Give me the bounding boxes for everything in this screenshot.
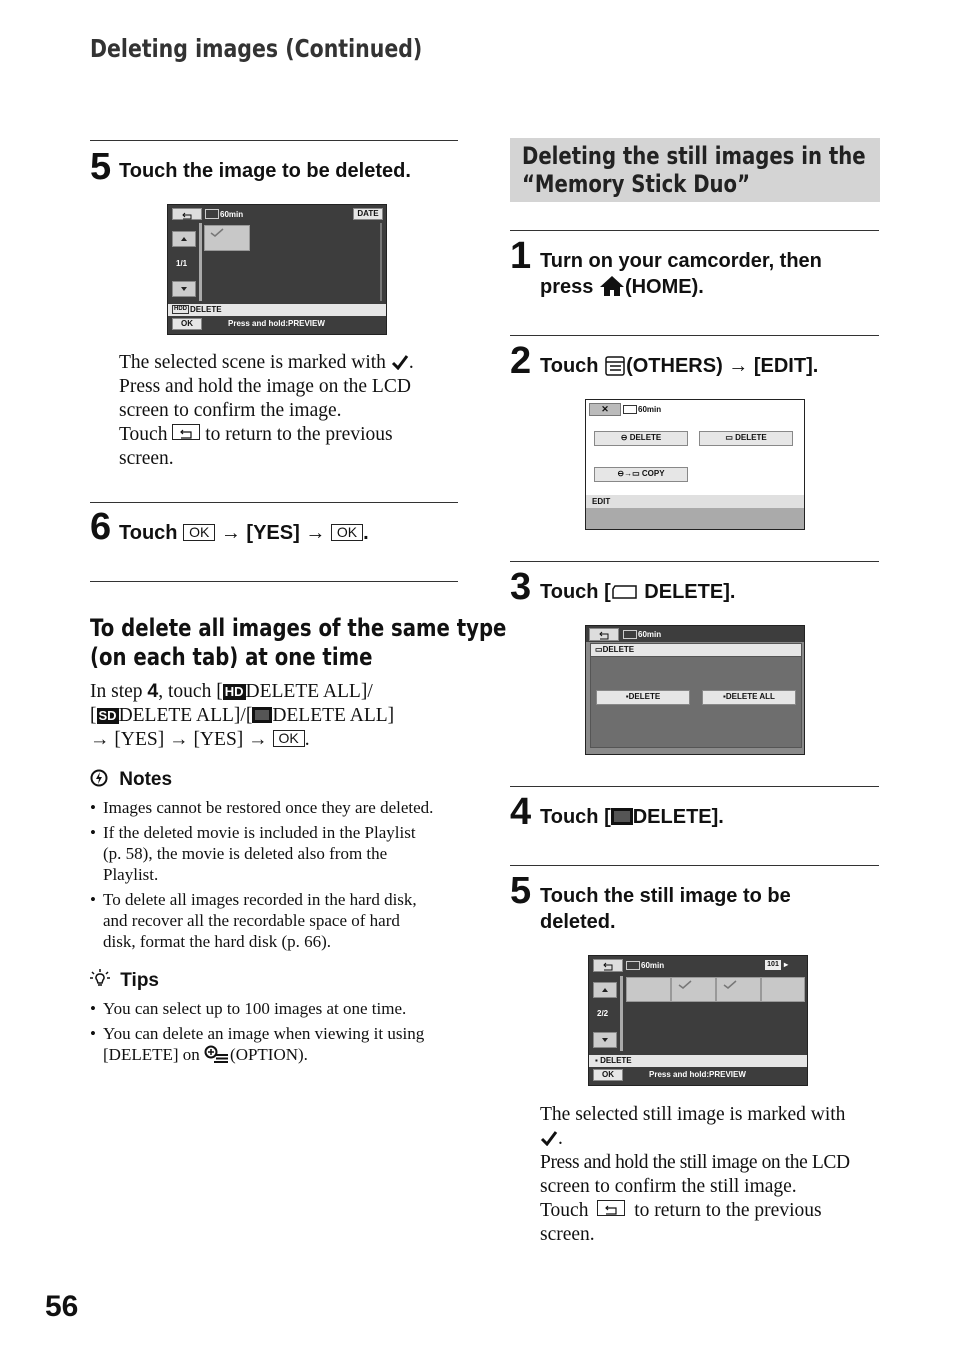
text: DELETE ALL]/ xyxy=(245,681,373,702)
time-remaining: 60min xyxy=(641,961,665,970)
text: DELETE ALL] xyxy=(272,705,395,726)
delete-still-button[interactable] xyxy=(699,431,793,446)
ok-box-icon: OK xyxy=(331,524,363,541)
step-description xyxy=(540,1103,885,1247)
step-number: 5 xyxy=(510,870,532,912)
date-button[interactable]: DATE xyxy=(353,208,383,220)
text: DELETE ALL]/[ xyxy=(118,705,253,726)
time-remaining: 60min xyxy=(638,405,662,414)
divider xyxy=(510,786,879,787)
option-icon xyxy=(204,1045,230,1063)
text-line: Turn on your camcorder, then xyxy=(540,250,822,272)
text: → [YES] → xyxy=(220,522,326,544)
section-title-band xyxy=(510,138,880,202)
ok-box-icon: OK xyxy=(183,524,215,541)
still-image-tab-icon xyxy=(611,808,633,825)
back-button[interactable] xyxy=(589,628,619,641)
text-line: To delete all images of the same type xyxy=(90,614,507,642)
ok-button[interactable]: OK xyxy=(593,1069,623,1081)
scrollbar[interactable] xyxy=(199,223,202,301)
text: Touch xyxy=(540,355,599,377)
text: . xyxy=(363,522,369,544)
text-line: Touch xyxy=(119,424,168,445)
text: to return to the previous xyxy=(634,1200,822,1221)
step-title xyxy=(540,804,724,830)
text: [ xyxy=(90,705,97,726)
text-line: and recover all the recordable space of hard xyxy=(103,911,400,930)
preview-hint: Press and hold:PREVIEW xyxy=(228,319,325,328)
section-title xyxy=(522,142,866,198)
scrollbar[interactable] xyxy=(620,976,623,1051)
running-header: Deleting images (Continued) xyxy=(90,34,423,63)
step-title: Touch the image to be deleted. xyxy=(119,160,411,182)
copy-button[interactable] xyxy=(594,467,688,482)
text: COPY xyxy=(641,469,665,478)
return-icon xyxy=(594,962,622,973)
text-line: “Memory Stick Duo” xyxy=(522,170,751,198)
scroll-up-button[interactable] xyxy=(593,982,617,998)
return-icon xyxy=(173,212,201,222)
text-line: screen. xyxy=(540,1224,595,1245)
step-number: 1 xyxy=(510,235,532,277)
text: press xyxy=(540,276,594,298)
checkmark-icon xyxy=(210,228,224,238)
text-line: (on each tab) at one time xyxy=(90,643,373,671)
step-number: 2 xyxy=(510,340,532,382)
bar-label: DELETE xyxy=(190,305,222,314)
text: In step xyxy=(90,681,143,702)
text-line: • You can delete an image when viewing it using xyxy=(103,1024,425,1043)
step-title xyxy=(540,579,735,605)
back-button[interactable] xyxy=(593,959,623,972)
hdd-movie-tab-icon: HD xyxy=(224,684,244,699)
text-line: • Images cannot be restored once they are deleted. xyxy=(103,798,434,817)
chevron-right-icon: ▸ xyxy=(784,960,789,969)
text-line: Deleting the still images in the xyxy=(522,142,866,170)
text-line: Playlist. xyxy=(103,865,159,884)
triangle-up-icon xyxy=(594,983,616,997)
bar-label: EDIT xyxy=(592,497,611,506)
still-image-tab-icon xyxy=(252,707,272,723)
thumbnail[interactable] xyxy=(626,977,671,1002)
text: (OTHERS) → [EDIT]. xyxy=(626,355,819,377)
scroll-up-button[interactable] xyxy=(172,231,196,247)
bar-label: ▪ DELETE xyxy=(595,1056,632,1065)
notes-list xyxy=(90,797,462,952)
hdd-icon xyxy=(205,209,219,219)
others-icon xyxy=(604,355,626,377)
text-line: deleted. xyxy=(540,911,616,933)
text: DELETE]. xyxy=(632,806,724,828)
text: Touch xyxy=(540,1200,589,1221)
triangle-down-icon xyxy=(173,282,195,296)
lcd-screen-delete-select xyxy=(585,625,805,755)
still-image-icon: ▪ xyxy=(595,1056,601,1065)
hdd-disc-icon: ⊖ xyxy=(617,469,625,478)
text-line: Touch the still image to be xyxy=(540,885,791,907)
lcd-screen-delete-still xyxy=(588,955,808,1086)
text: (HOME). xyxy=(624,276,704,298)
step-number: 6 xyxy=(90,506,112,548)
delete-button[interactable] xyxy=(596,690,690,705)
text-line: • If the deleted movie is included in the Playlist xyxy=(103,823,416,842)
thumbnail[interactable] xyxy=(761,977,805,1002)
status-bar xyxy=(589,1055,807,1067)
text: , touch [ xyxy=(158,681,223,702)
text: DELETE xyxy=(735,433,767,442)
text-line: • You can select up to 100 images at one time. xyxy=(103,999,407,1018)
text: DELETE ALL xyxy=(725,692,775,701)
preview-hint: Press and hold:PREVIEW xyxy=(649,1070,746,1079)
text: Touch [ xyxy=(540,806,611,828)
step-number: 3 xyxy=(510,566,532,608)
text: DELETE]. xyxy=(644,581,736,603)
scroll-down-button[interactable] xyxy=(593,1032,617,1048)
divider xyxy=(90,140,458,141)
return-icon xyxy=(590,631,618,642)
text: Notes xyxy=(119,769,173,790)
memory-stick-icon: ▭ xyxy=(595,645,603,654)
bar-label: ▭DELETE xyxy=(595,645,635,654)
still-image-icon: ▪ xyxy=(723,692,726,701)
step-title xyxy=(540,883,791,935)
text: DELETE xyxy=(628,692,661,701)
divider xyxy=(510,230,879,231)
divider xyxy=(510,335,879,336)
memory-stick-icon: ▭ xyxy=(632,469,642,478)
page-number: 56 xyxy=(45,1290,79,1323)
divider xyxy=(510,561,879,562)
text: Touch [ xyxy=(540,581,611,603)
text-line: screen to confirm the still image. xyxy=(540,1176,797,1197)
triangle-down-icon xyxy=(594,1033,616,1047)
list-item xyxy=(90,822,462,885)
arrow-icon: → xyxy=(624,469,633,478)
ok-button[interactable]: OK xyxy=(172,318,202,330)
back-button[interactable] xyxy=(172,208,202,220)
delete-movie-button[interactable] xyxy=(594,431,688,446)
text-line: Press and hold the image on the LCD xyxy=(119,376,411,397)
divider xyxy=(90,581,458,582)
text-line: The selected scene is marked with xyxy=(119,352,386,373)
text-line: disk, format the hard disk (p. 66). xyxy=(103,932,332,951)
text: [DELETE] on xyxy=(103,1045,200,1064)
delete-all-button[interactable] xyxy=(702,690,796,705)
text-line: to return to the previous xyxy=(205,424,393,445)
return-icon xyxy=(172,424,200,440)
subheading xyxy=(90,614,506,672)
step-number: 4 xyxy=(510,791,532,833)
checkmark-icon xyxy=(391,354,409,370)
checkmark-icon xyxy=(678,980,692,990)
step-title xyxy=(540,248,822,300)
list-item xyxy=(90,1023,462,1065)
text: 4 xyxy=(147,680,159,702)
step-number: 5 xyxy=(90,146,112,188)
status-bar xyxy=(168,304,386,316)
step-description: The selected scene is marked with . Press and hold the image on the LCD screen to confirm the image. Touch to return to the previous screen. xyxy=(119,351,459,471)
hdd-icon xyxy=(623,630,637,639)
home-icon xyxy=(599,275,625,297)
page-counter: 2/2 xyxy=(597,1009,609,1018)
sd-movie-tab-icon: SD xyxy=(98,708,117,723)
text: → [YES] → [YES] → xyxy=(90,729,268,750)
memory-stick-icon: ▭ xyxy=(725,433,736,442)
list-item xyxy=(90,998,462,1019)
memory-stick-icon xyxy=(611,584,639,600)
return-icon xyxy=(597,1200,625,1216)
text: . xyxy=(304,729,310,750)
folder-icon: 101 xyxy=(765,960,781,970)
tips-list xyxy=(90,998,462,1065)
ok-box-icon: OK xyxy=(273,730,305,747)
time-remaining: 60min xyxy=(220,210,244,219)
still-image-icon: ▪ xyxy=(625,692,629,701)
step-title xyxy=(119,520,369,546)
text-line: screen. xyxy=(119,448,174,469)
thumbnail-selected[interactable] xyxy=(204,225,250,251)
scroll-down-button[interactable] xyxy=(172,281,196,297)
status-bar xyxy=(590,643,802,657)
close-icon: ✕ xyxy=(601,404,609,414)
time-remaining: 60min xyxy=(638,630,662,639)
triangle-up-icon xyxy=(173,232,195,246)
hdd-disc-icon: ⊖ xyxy=(620,433,630,442)
lightbulb-icon xyxy=(90,969,110,989)
notes-heading xyxy=(90,769,172,791)
lcd-screen-edit xyxy=(585,399,805,530)
text: Touch xyxy=(119,522,178,544)
list-item xyxy=(90,889,462,952)
memory-stick-icon xyxy=(626,961,640,970)
text: DELETE xyxy=(629,433,662,442)
text-line: Press and hold the still image on the LCD xyxy=(540,1152,850,1173)
footer-area xyxy=(586,508,804,529)
thumbnail-selected[interactable] xyxy=(716,977,761,1002)
text-line: screen to confirm the image. xyxy=(119,400,342,421)
thumbnail-selected[interactable] xyxy=(671,977,716,1002)
divider xyxy=(510,865,879,866)
close-button[interactable] xyxy=(589,403,621,416)
checkmark-icon xyxy=(540,1130,558,1146)
lcd-screen-delete-movie xyxy=(167,204,387,335)
text-line: (p. 58), the movie is deleted also from the xyxy=(103,844,388,863)
tips-heading xyxy=(90,969,159,992)
checkmark-icon xyxy=(723,980,737,990)
step-title xyxy=(540,353,818,379)
instruction-text xyxy=(90,679,460,752)
text-line: The selected still image is marked with xyxy=(540,1104,846,1125)
hdd-icon xyxy=(623,405,637,414)
hdd-tab-icon: HDD xyxy=(174,306,187,312)
notes-icon xyxy=(90,769,108,787)
status-bar xyxy=(586,495,804,508)
text-line: • To delete all images recorded in the hard disk, xyxy=(103,890,417,909)
divider xyxy=(90,502,458,503)
text: (OPTION). xyxy=(230,1045,308,1064)
list-item xyxy=(90,797,462,818)
page-counter: 1/1 xyxy=(176,259,188,268)
divider xyxy=(380,223,382,301)
text: Tips xyxy=(120,970,159,991)
text: . xyxy=(558,1128,563,1149)
